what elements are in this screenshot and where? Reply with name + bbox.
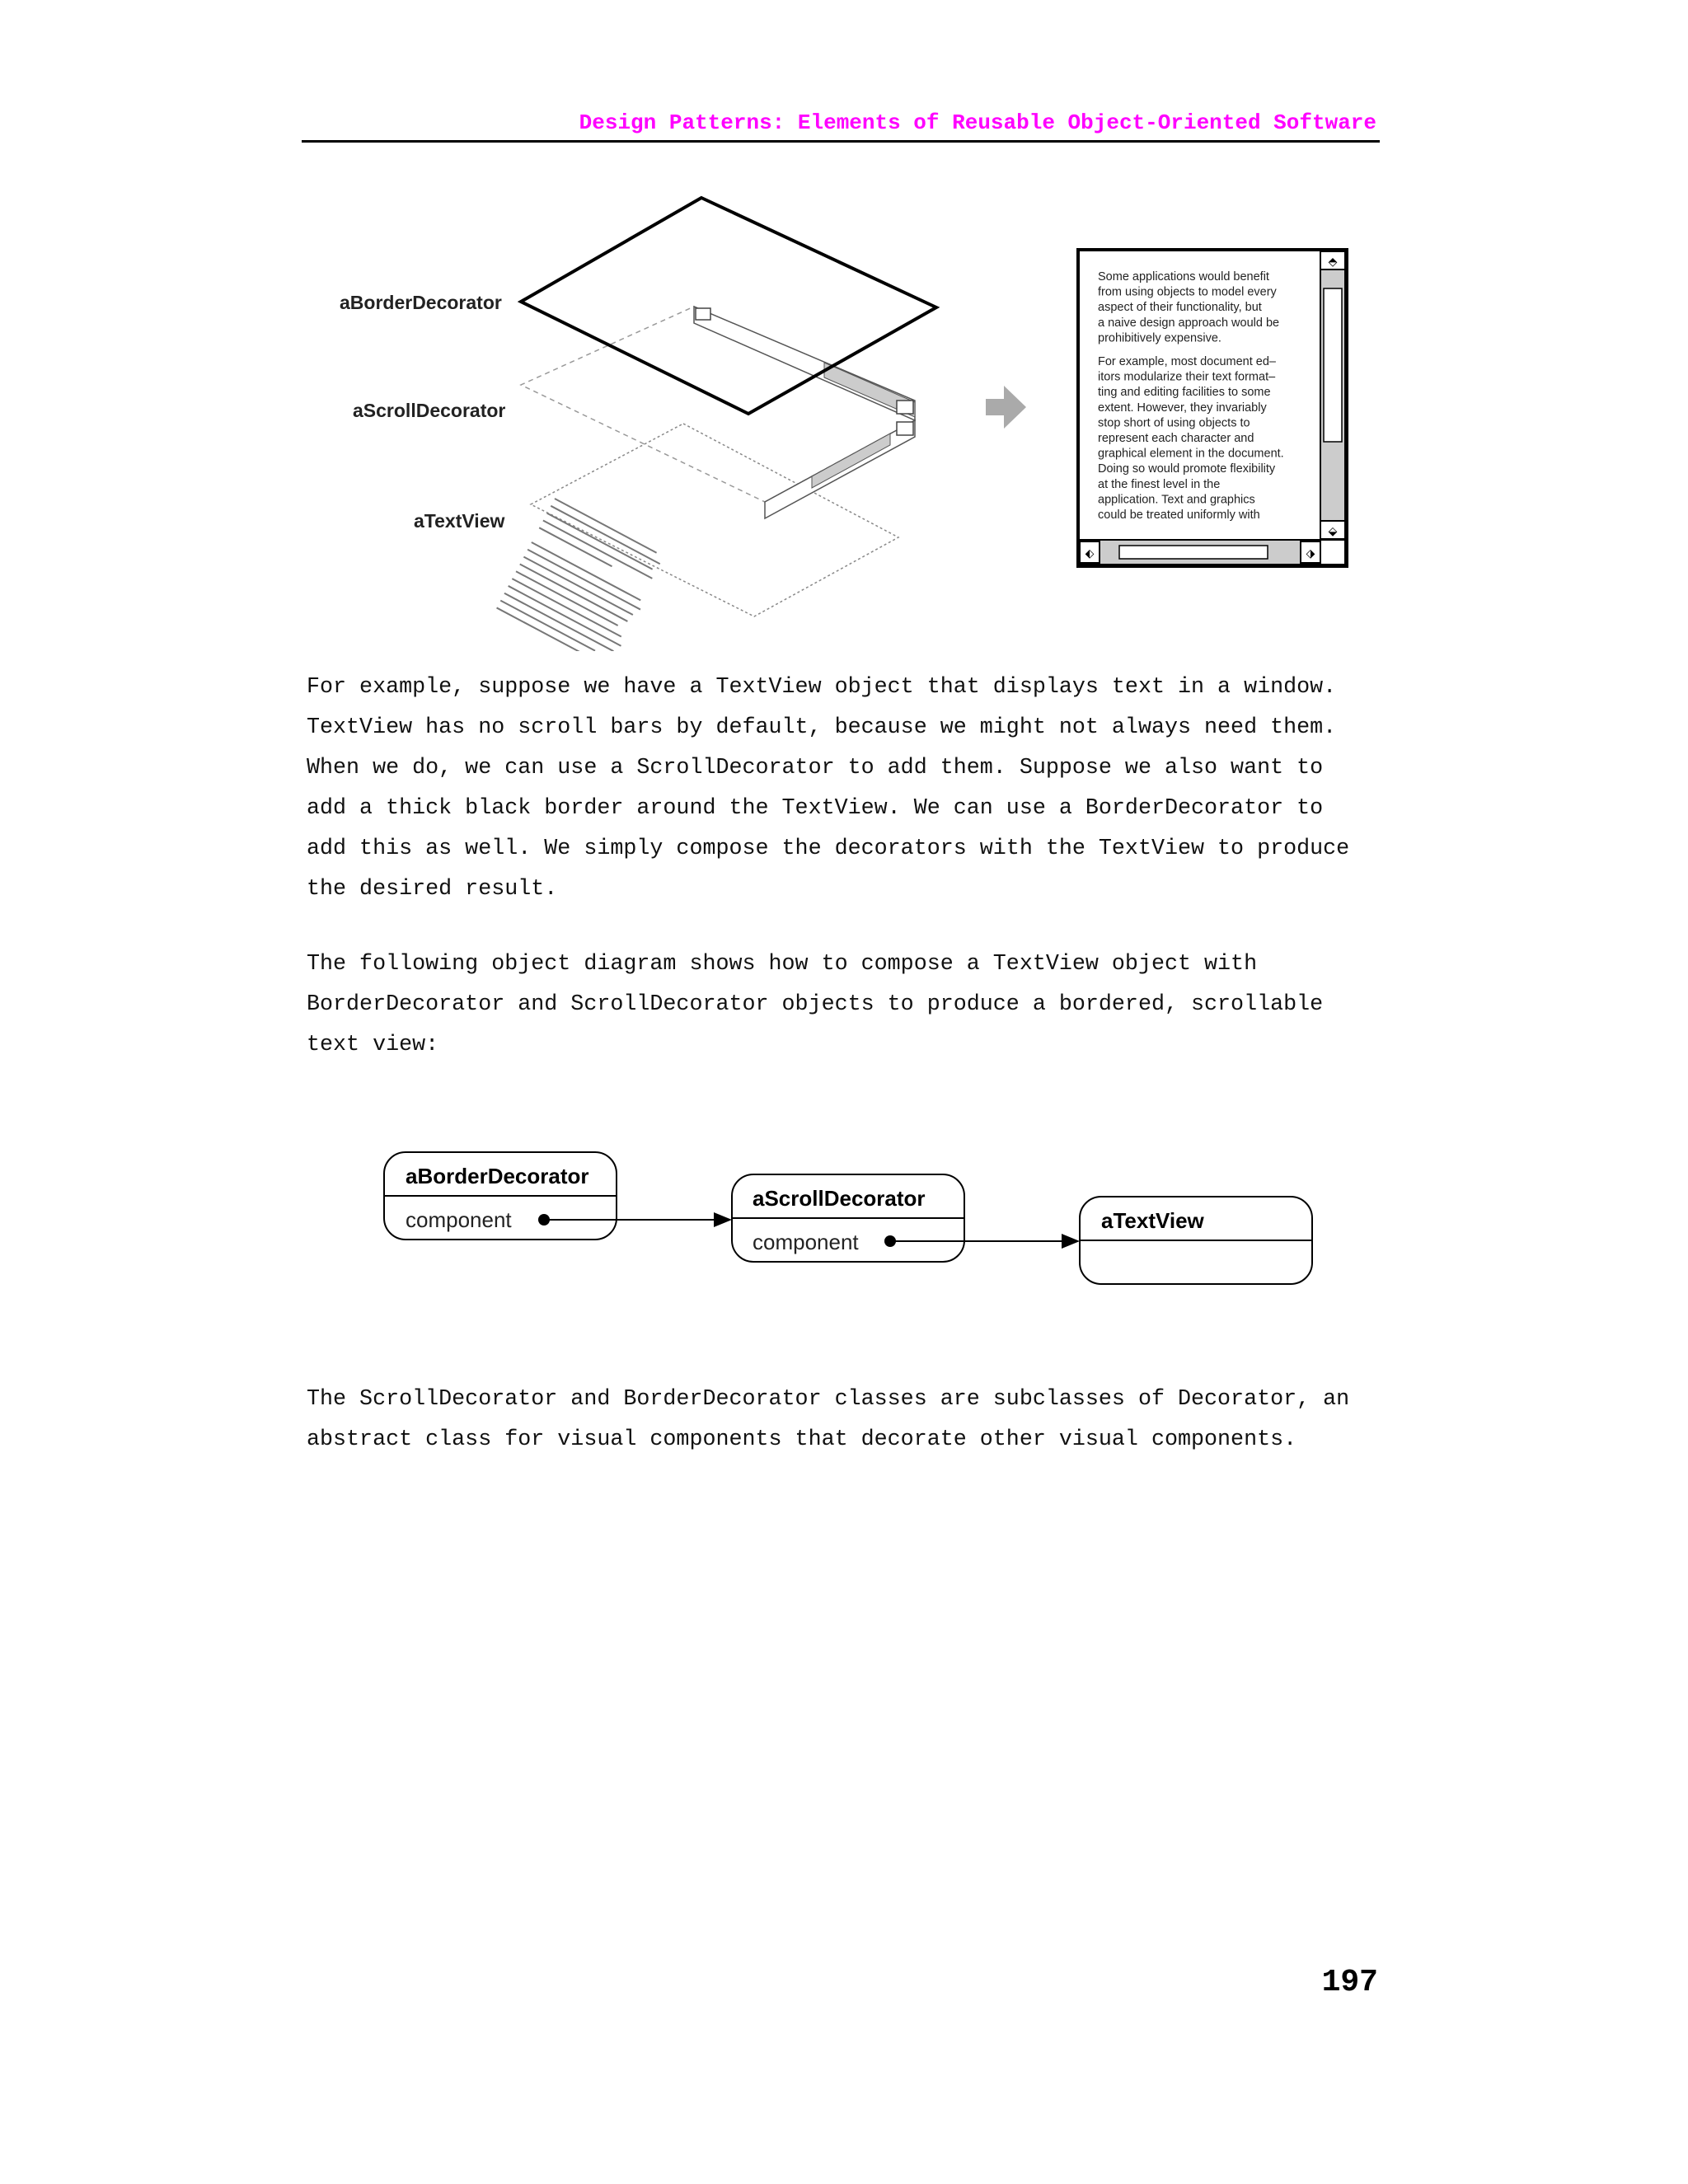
window-text-line: aspect of their functionality, but — [1098, 301, 1262, 315]
window-text-line: from using objects to model every — [1098, 285, 1277, 299]
object-scroll-decorator-name: aScrollDecorator — [753, 1186, 926, 1211]
window-scroll-left-arrow-icon: ⬖ — [1085, 548, 1095, 560]
object-border-decorator-name: aBorderDecorator — [406, 1164, 589, 1188]
window-text-line: could be treated uniformly with — [1098, 509, 1260, 522]
object-border-decorator — [384, 1152, 617, 1240]
page-number: 197 — [1321, 1965, 1378, 2000]
object-text-view-name: aTextView — [1101, 1208, 1204, 1233]
window-text-line: Some applications would benefit — [1098, 270, 1269, 284]
connector-arrowhead-2 — [1062, 1234, 1080, 1249]
window-text-line: stop short of using objects to — [1098, 416, 1250, 430]
label-text-view: aTextView — [414, 510, 505, 532]
window-text-line: a naive design approach would be — [1098, 316, 1280, 330]
window-text-line: For example, most document ed– — [1098, 355, 1276, 368]
object-scroll-decorator — [732, 1174, 964, 1262]
window-text-line: application. Text and graphics — [1098, 493, 1255, 507]
connector-arrowhead-1 — [714, 1212, 732, 1227]
window-text-line: at the finest level in the — [1098, 477, 1221, 491]
window-text-line: itors modularize their text format– — [1098, 370, 1276, 384]
running-header-title: Design Patterns: Elements of Reusable Object-Oriented Software — [579, 110, 1376, 135]
window-scroll-down-arrow-icon: ⬙ — [1328, 526, 1338, 538]
paragraph-1: For example, suppose we have a TextView object that displays text in a window. TextView has no scroll bars by default, because we might not always need them. When we do, we can use a ScrollDecorator to add them. Suppose we also want to add a thick black border around the TextView. We can use a BorderDecorator to add this as well. We simply compose the decorators with the TextView to produce the desired result. — [307, 675, 1350, 902]
label-scroll-decorator: aScrollDecorator — [353, 400, 506, 421]
window-scroll-up-arrow-icon: ⬘ — [1328, 256, 1338, 269]
object-border-decorator-attribute: component — [406, 1207, 512, 1232]
window-text-line: represent each character and — [1098, 432, 1254, 445]
object-text-view — [1080, 1197, 1312, 1284]
window-text-line: ting and editing facilities to some — [1098, 386, 1271, 400]
window-text-line: prohibitively expensive. — [1098, 331, 1221, 345]
window-text-line: graphical element in the document. — [1098, 447, 1284, 461]
window-scroll-right-arrow-icon: ⬗ — [1306, 548, 1315, 560]
paragraph-2: The following object diagram shows how to compose a TextView object with BorderDecorator and ScrollDecorator objects to produce a bordered, scrollable text view: — [307, 952, 1324, 1057]
window-text-line: Doing so would promote flexibility — [1098, 462, 1276, 476]
window-text-line: extent. However, they invariably — [1098, 401, 1267, 415]
label-border-decorator: aBorderDecorator — [340, 292, 502, 313]
object-scroll-decorator-attribute: component — [753, 1230, 859, 1254]
paragraph-3: The ScrollDecorator and BorderDecorator classes are subclasses of Decorator, an abstract class for visual components that decorate other visual components. — [307, 1387, 1350, 1452]
